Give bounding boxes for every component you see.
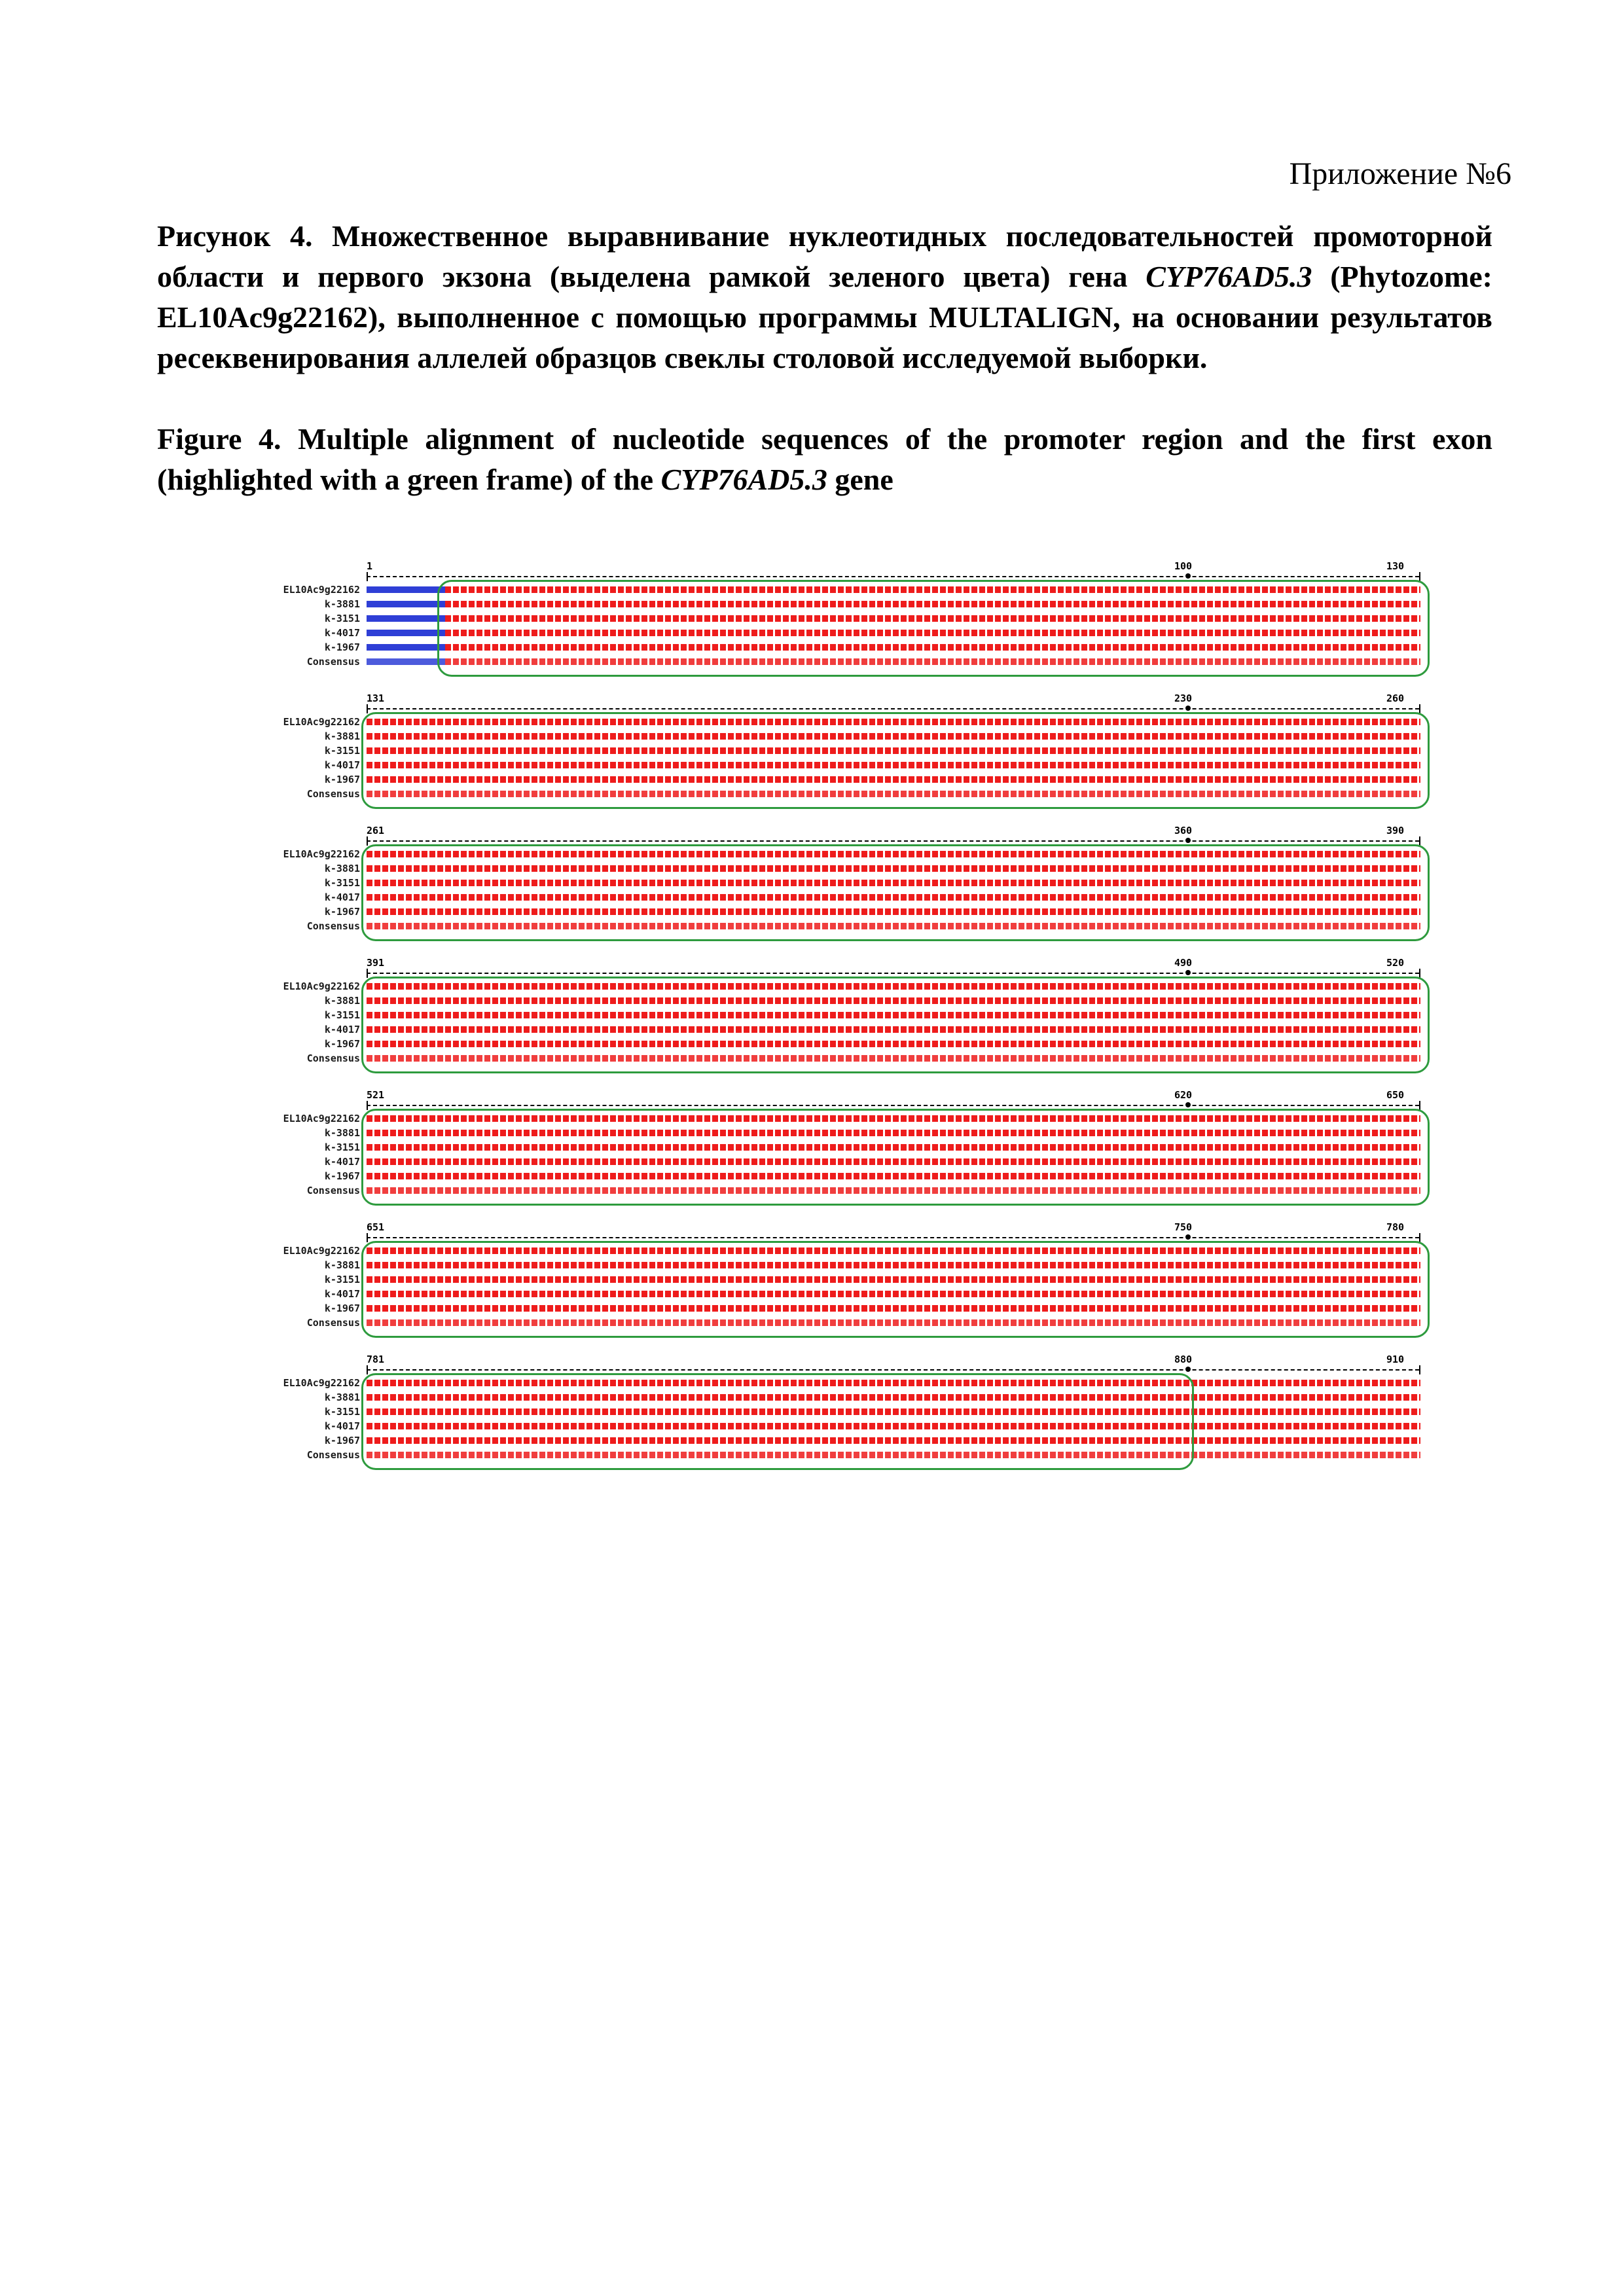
sequence-name: k-3881	[324, 1391, 360, 1403]
ruler-position-end: 390	[1386, 825, 1405, 836]
ruler-position-start: 781	[367, 1354, 385, 1365]
ruler-mid-marker	[1185, 706, 1191, 711]
sequence-name: Consensus	[306, 920, 360, 932]
ruler-tick	[367, 836, 368, 846]
sequence-name: k-3881	[324, 598, 360, 610]
ruler-position-start: 261	[367, 825, 385, 836]
caption-en-text-after: gene	[827, 463, 893, 496]
alignment-block	[236, 1354, 1479, 1484]
sequence-name: k-1967	[324, 906, 360, 918]
ruler-position-start: 391	[367, 957, 385, 969]
exon-frame	[361, 1373, 1194, 1470]
ruler-line	[367, 973, 1419, 974]
ruler-line	[367, 1105, 1419, 1106]
ruler-position-mid: 100	[1174, 560, 1193, 572]
sequence-name: EL10Ac9g22162	[283, 980, 360, 992]
sequence-name: k-3151	[324, 613, 360, 624]
sequence-name: k-1967	[324, 1038, 360, 1050]
sequence-name-column	[236, 715, 360, 801]
ruler-tick	[367, 1365, 368, 1374]
sequence-name: k-3151	[324, 1274, 360, 1285]
sequence-name: k-3151	[324, 1141, 360, 1153]
ruler-mid-marker	[1185, 970, 1191, 975]
sequence-name: k-3881	[324, 730, 360, 742]
exon-frame	[437, 580, 1430, 677]
ruler-tick	[367, 1101, 368, 1110]
sequence-name: k-3881	[324, 1259, 360, 1271]
sequence-name: k-1967	[324, 1435, 360, 1446]
page-header: Приложение №6	[1289, 156, 1511, 191]
exon-frame	[361, 1241, 1430, 1338]
ruler-line	[367, 840, 1419, 842]
sequence-name-column	[236, 1111, 360, 1198]
exon-frame	[361, 712, 1430, 809]
exon-frame	[361, 844, 1430, 941]
sequence-name: EL10Ac9g22162	[283, 584, 360, 596]
caption-ru-text-after: (Phytozome: EL10Ac9g22162), выполненное с помощью программы MULTALIGN, на основании результатов ресеквенирования аллелей образцов свеклы столовой исследуемой выборки.	[157, 260, 1492, 374]
ruler-position-end: 780	[1386, 1221, 1405, 1233]
sequence-name: EL10Ac9g22162	[283, 1377, 360, 1389]
ruler-line	[367, 1237, 1419, 1238]
ruler-mid-marker	[1185, 573, 1191, 579]
alignment-block	[236, 957, 1479, 1088]
ruler-tick	[1419, 836, 1420, 846]
ruler-tick	[1419, 572, 1420, 581]
sequence-name-column	[236, 1376, 360, 1462]
sequence-name: Consensus	[306, 788, 360, 800]
alignment-block	[236, 825, 1479, 956]
ruler-position-mid: 360	[1174, 825, 1193, 836]
alignment-block	[236, 1221, 1479, 1352]
sequence-name: Consensus	[306, 1449, 360, 1461]
ruler-mid-marker	[1185, 1234, 1191, 1240]
sequence-name: Consensus	[306, 1052, 360, 1064]
sequence-name: k-3151	[324, 1406, 360, 1418]
sequence-name: k-4017	[324, 1156, 360, 1168]
sequence-name: EL10Ac9g22162	[283, 716, 360, 728]
ruler-tick	[1419, 1101, 1420, 1110]
sequence-name: Consensus	[306, 1185, 360, 1196]
ruler-line	[367, 1369, 1419, 1371]
ruler-position-mid: 880	[1174, 1354, 1193, 1365]
ruler-tick	[1419, 1233, 1420, 1242]
ruler-tick	[367, 1233, 368, 1242]
figure-caption-russian	[157, 216, 1492, 378]
ruler-line	[367, 708, 1419, 709]
sequence-name: k-3151	[324, 745, 360, 757]
ruler-position-start: 131	[367, 692, 385, 704]
ruler-position-end: 520	[1386, 957, 1405, 969]
sequence-name: Consensus	[306, 656, 360, 668]
sequence-name: k-4017	[324, 759, 360, 771]
figure-caption-english	[157, 419, 1492, 500]
ruler-position-end: 130	[1386, 560, 1405, 572]
ruler-line	[367, 576, 1419, 577]
sequence-name: k-1967	[324, 641, 360, 653]
sequence-name: k-4017	[324, 1420, 360, 1432]
exon-frame	[361, 977, 1430, 1073]
ruler-tick	[367, 704, 368, 713]
sequence-name: k-1967	[324, 1302, 360, 1314]
ruler-mid-marker	[1185, 838, 1191, 843]
caption-en-text-before: Figure 4. Multiple alignment of nucleotide sequences of the promoter region and the first exon (highlighted with a green frame) of the	[157, 422, 1492, 496]
sequence-name-column	[236, 583, 360, 669]
ruler-tick	[367, 969, 368, 978]
sequence-name: EL10Ac9g22162	[283, 1245, 360, 1257]
sequence-name-column	[236, 1244, 360, 1330]
ruler-position-end: 260	[1386, 692, 1405, 704]
sequence-name: EL10Ac9g22162	[283, 1113, 360, 1124]
sequence-name-column	[236, 847, 360, 933]
caption-en-gene-name: CYP76AD5.3	[660, 463, 827, 496]
ruler-mid-marker	[1185, 1367, 1191, 1372]
sequence-name: Consensus	[306, 1317, 360, 1329]
ruler-position-end: 650	[1386, 1089, 1405, 1101]
ruler-position-end: 910	[1386, 1354, 1405, 1365]
ruler-tick	[1419, 969, 1420, 978]
ruler-mid-marker	[1185, 1102, 1191, 1107]
ruler-position-mid: 620	[1174, 1089, 1193, 1101]
sequence-name: k-3151	[324, 1009, 360, 1021]
ruler-position-start: 521	[367, 1089, 385, 1101]
ruler-position-mid: 490	[1174, 957, 1193, 969]
sequence-name: k-3881	[324, 1127, 360, 1139]
ruler-position-mid: 750	[1174, 1221, 1193, 1233]
sequence-name: k-4017	[324, 627, 360, 639]
caption-ru-gene-name: CYP76AD5.3	[1146, 260, 1312, 293]
sequence-name: k-3881	[324, 863, 360, 874]
ruler-position-mid: 230	[1174, 692, 1193, 704]
alignment-block	[236, 560, 1479, 691]
ruler-tick	[1419, 704, 1420, 713]
alignment-block	[236, 692, 1479, 823]
sequence-name: k-1967	[324, 774, 360, 785]
ruler-tick	[367, 572, 368, 581]
multiple-alignment-figure	[236, 560, 1479, 1555]
caption-ru-text-before: Рисунок 4. Множественное выравнивание нуклеотидных последовательностей промоторной области и первого экзона (выделена рамкой зеленого цвета) гена	[157, 219, 1492, 293]
sequence-name: EL10Ac9g22162	[283, 848, 360, 860]
sequence-name: k-4017	[324, 1288, 360, 1300]
exon-frame	[361, 1109, 1430, 1206]
sequence-name: k-3881	[324, 995, 360, 1007]
alignment-block	[236, 1089, 1479, 1220]
sequence-name: k-4017	[324, 891, 360, 903]
ruler-tick	[1419, 1365, 1420, 1374]
ruler-position-start: 1	[367, 560, 373, 572]
sequence-name: k-1967	[324, 1170, 360, 1182]
sequence-name: k-3151	[324, 877, 360, 889]
ruler-position-start: 651	[367, 1221, 385, 1233]
sequence-name-column	[236, 979, 360, 1066]
sequence-name: k-4017	[324, 1024, 360, 1035]
